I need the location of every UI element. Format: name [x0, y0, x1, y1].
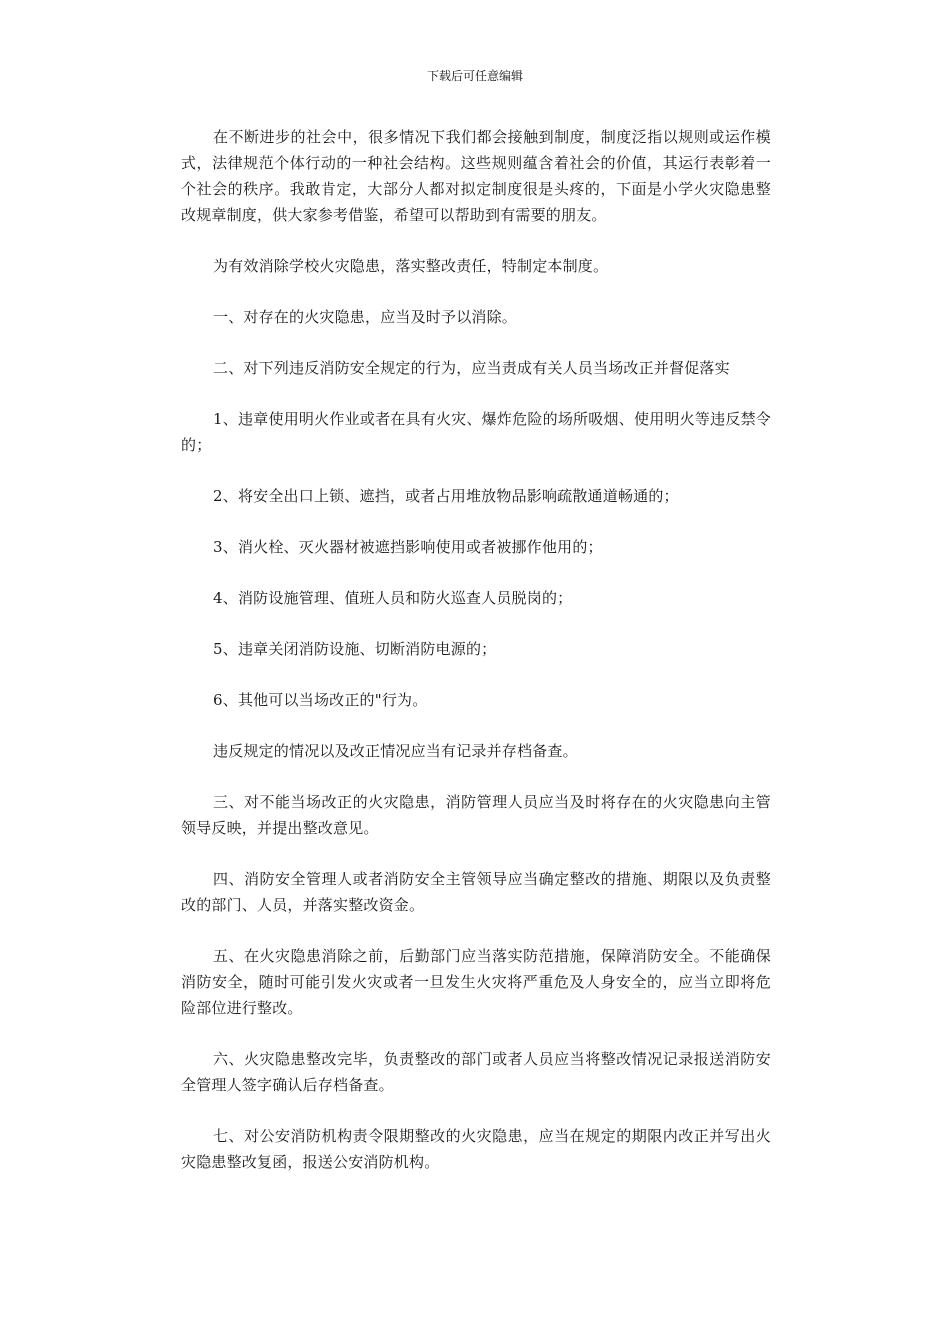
clause-1: 一、对存在的火灾隐患，应当及时予以消除。: [213, 308, 518, 326]
intro-paragraph: 在不断进步的社会中，很多情况下我们都会接触到制度，制度泛指以规则或运作模式，法律规范个体行动的一种社会结构。这些规则蕴含着社会的价值，其运行表彰着一个社会的秩序。我敢肯定，大部分人都对拟定制度很是头疼的，下面是小学火灾隐患整改规章制度，供大家参考借鉴，希望可以帮助到有需要的朋友。: [181, 128, 771, 224]
clause-2-item-1: 1、违章使用明火作业或者在具有火灾、爆炸危险的场所吸烟、使用明火等违反禁令的；: [181, 410, 771, 454]
clause-2-item-6: 6、其他可以当场改正的"行为。: [213, 691, 428, 709]
record-note: 违反规定的情况以及改正情况应当有记录并存档备查。: [213, 742, 578, 760]
clause-2-item-5: 5、违章关闭消防设施、切断消防电源的；: [213, 640, 497, 658]
clause-5: 五、在火灾隐患消除之前，后勤部门应当落实防范措施，保障消防安全。不能确保消防安全，随时可能引发火灾或者一旦发生火灾将严重危及人身安全的，应当立即将危险部位进行整改。: [181, 947, 771, 1017]
clause-7: 七、对公安消防机构责令限期整改的火灾隐患，应当在规定的期限内改正并写出火灾隐患整改复函，报送公安消防机构。: [181, 1127, 771, 1171]
clause-2: 二、对下列违反消防安全规定的行为，应当责成有关人员当场改正并督促落实: [213, 359, 730, 377]
clause-6: 六、火灾隐患整改完毕，负责整改的部门或者人员应当将整改情况记录报送消防安全管理人签字确认后存档备查。: [181, 1050, 771, 1094]
clause-2-item-3: 3、消火栓、灭火器材被遮挡影响使用或者被挪作他用的；: [213, 538, 603, 556]
clause-2-item-4: 4、消防设施管理、值班人员和防火巡查人员脱岗的；: [213, 589, 573, 607]
purpose-paragraph: 为有效消除学校火灾隐患，落实整改责任，特制定本制度。: [213, 257, 609, 275]
page-header: 下载后可任意编辑: [426, 69, 523, 83]
clause-4: 四、消防安全管理人或者消防安全主管领导应当确定整改的措施、期限以及负责整改的部门、人员，并落实整改资金。: [181, 870, 771, 914]
clause-3: 三、对不能当场改正的火灾隐患，消防管理人员应当及时将存在的火灾隐患向主管领导反映，并提出整改意见。: [181, 793, 771, 837]
document-body: [181, 124, 771, 1200]
clause-2-item-2: 2、将安全出口上锁、遮挡，或者占用堆放物品影响疏散通道畅通的；: [213, 487, 679, 505]
